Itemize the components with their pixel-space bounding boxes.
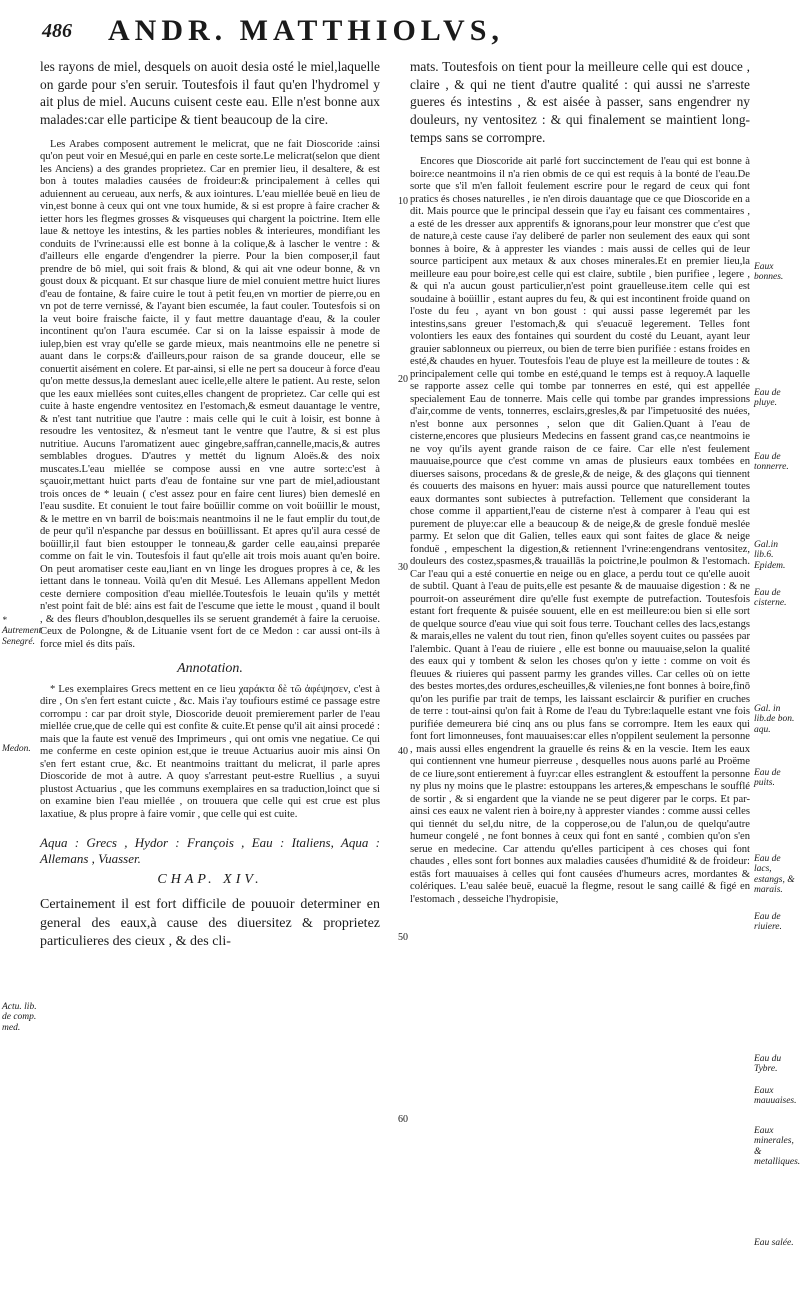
margin-note-medon: Medon. <box>2 744 31 754</box>
margin-note-eaux-mauuaises: Eaux mauuaises. <box>754 1086 797 1107</box>
aqua-names: Aqua : Grecs , Hydor : François , Eau : Italiens, Aqua : Allemans , Vuasser. <box>40 835 380 866</box>
commentary-paragraph: Encores que Dioscoride ait parlé fort succinctement de l'eau qui est bonne à boire:ce neantmoins il n'a rien obmis de ce qui est requis à la bonté de l'eau.De sorte que s'il m'en falloit feulement escrire pour le regard de ceux qui font pratics és choses naturelles , ie n'en dirois dauantage que ce que Dioscoride en a dit. Mais pource que le principal dessein que i'ay eu faisant ces commentaires , a esté de les dresser aux apprentifs & ignorans,pour leur monstrer que c'est que de nature,à ceste cause i'ay deliberé de parler non seulement des eaux qui sont bonnes à boire, & à apprester les viandes : mais aussi de celles qui de leur source participent aux metaux & aux choses minerales.Et en premier lieu,la meilleure eau pour boire,est celle qui est claire, subtile , bien purifiee , legere , & qui n'a aucun goust particulier,n'est point grauelleuse.item celle qui est soudaine à boüillir , estant aupres du feu, & qui est incontinent froide quand on l'oste du feu , ayant vn bon goust : qui aussi passe legeremét par les intestins,sans greuer l'estomach,& qui s'euacuë legerement. Telles font volontiers les eaux des fontaines qui sourdent du costé du Leuant, ayant leur grauier sablonneux ou pierreux, ou bien de terre bien purifiée : estans froides en esté,& chaudes en hyuer. Toutesfois l'eau de pluye est la meilleure de toutes : & principalement celle qui tombe en esté,quand le temps est à requoy.A laquelle se rapporte assez celle qui tombe par tonnerres en esté, qui est appellée specialement Eau de tonnerre. Mais celle qui tombe par grandes impressions d'air,comme de vents, tonnerres, esclairs,gresles,& par l'impetuosité des nuées, n'est bonne aux personnes , selon que dit Galien.Quant à l'eau de cisterne,encores que plusieurs Medecins en fassent grand cas,ce neantmoins ie ne voy qu'ils ayent grande raison de ce faire. Car elle n'est feulement mauuaise,pource que c'est comme vn amas de plusieurs eaux tombées en diuerses saisons, procedans & de gresle,& de neige, & des glaçons qui tiennent és couuerts des maisons en hyuer: mais aussi pource que naturellement toutes eaux dormantes sont subiectes à putrefaction. Tellement que considerant la chose comme il appartient,l'eau de cisterne n'est à comparer à l'eau qui est purement de pluye:car elle a beaucoup & de neige,& de gresle fonduë meslée parmy. Et selon que dit Galien, telles eaux qui sont faites de glace & neige fonduë , empeschent la digestion,& retiennent l'vrine:engendrans ventositez, douleurs des costez,spasmes,& trauaillās la poictrine,le poulmon & l'estomach. Car l'eau qui a esté conuertie en neige ou en glace, a perdu tout ce qu'elle auoit de subtil. Quant à l'eau de puits,elle est pesante & de mauuaise digestion : & ne pourroit-on asseurément dire qu'elle fust exempte de putrefaction. Toutesfois estant fort frequente & puisée souuent, elle en est meilleure:ou bien si elle sort de quelque source d'eau viue qui soit fous terre. Touchant celles des lacs,estangs & marais,elles ne valent du tout rien, finon qu'elles soyent cuites ou passées par l'alembic. Quant à l'eau de riuiere , elle est bonne ou mauuaise,selon la qualité des eaux qui y tombent & selon les choses qu'on y iette : comme on voit és fleuues & riuieres qui passent parmy les grandes villes. Car celles où on iette des bestes mortes,des ordures,escheuilles,& vilenies,ne font bonnes à boire,finō qu'on les purifie par trait de temps, les laissant esclaircir & purifier en cruches de terre : tout-ainsi qu'on fait à Rome de l'eau du Tybre:laquelle estant vne fois purifiée demeurera bié cinq ans ou plus fans se corrompre. Item les eaux qui font fort limonneuses, font mauuaises:car elles n'oppilent seulement la personne , mais aussi elles engendrent la grauelle és reins & en la vescie. Item les eaux qui contiennent vne humeur pierreuse , desquelles nous auons parlé au Proëme de ce liure,sont entierement à fuyr:car elles estranglent & estouffent la personne ny plus ny moins que le plastre: estouppans les arteres,& empeschans le soufflé de sortir , & si engardent que la viande ne se peut digerer par le corps. Et par-ainsi ces eaux ne valent rien à boire,ny à apprester viandes : comme aussi celles qui tiennét du sel,du nitre, de la copperose,ou de l'alun,ou de quelqu'autre humeur congelé , ne font bonnes à ceux qui font en santé , combien qu'on s'en serue en medecine. Car attendu qu'elles participent à ces choses qui font chaudes , elles sont fort bonnes aux maladies causées d'humidité & de froideur: estās fort mauuaises à celles qui font causées d'humeurs acres, mordantes & colériques. L'eau salée beuë, euacuë la flegme, resout le sang caillé & figé en l'estomach , desseiche l'hydropisie, <box>410 156 750 905</box>
margin-note-eaux-minerales: Eaux minerales, & metalliques. <box>754 1126 800 1168</box>
left-lead-paragraph: les rayons de miel, desquels on auoit desia osté le miel,laquelle on garde pour s'en seruir. Toutesfois il faut qu'en l'hydromel y ait plus de miel. Aucuns cuisent ceste eau. Elle n'est bonne aux malades:car elle participe & tient beaucoup de la cire. <box>40 59 380 128</box>
margin-note-gal-epidem: Gal.in lib.6. Epidem. <box>754 540 786 571</box>
line-number: 30 <box>398 562 408 573</box>
chapter-lead-paragraph: Certainement il est fort difficile de pouuoir determiner en general des eaux,à cause des diuersitez & proprietez particulieres des cieux , & des cli- <box>40 897 380 949</box>
right-column <box>410 58 750 910</box>
margin-note-eaux-bonnes: Eaux bonnes. <box>754 262 784 283</box>
running-head: ANDR. MATTHIOLVS, <box>108 14 504 47</box>
margin-note-gal-bon-aqu: Gal. in lib.de bon. aqu. <box>754 704 795 735</box>
margin-note-eau-tybre: Eau du Tybre. <box>754 1054 782 1075</box>
margin-note-eau-lacs: Eau de lacs, estangs, & marais. <box>754 854 795 896</box>
margin-note-actuarius: Actu. lib. de comp. med. <box>2 1002 37 1033</box>
line-number: 10 <box>398 196 408 207</box>
margin-note-eau-puits: Eau de puits. <box>754 768 781 789</box>
left-column <box>40 58 380 951</box>
margin-note-autrement: * Autrement Senegré. <box>2 616 42 647</box>
margin-note-eau-salee: Eau salée. <box>754 1238 794 1248</box>
annotation-title: Annotation. <box>177 661 243 677</box>
margin-note-eau-pluye: Eau de pluye. <box>754 388 781 409</box>
margin-note-eau-tonnerre: Eau de tonnerre. <box>754 452 789 473</box>
margin-note-eau-riuiere: Eau de riuiere. <box>754 912 782 933</box>
line-number: 40 <box>398 746 408 757</box>
page-number: 486 <box>42 20 72 42</box>
page-header <box>0 14 800 54</box>
line-number: 50 <box>398 932 408 943</box>
annotation-paragraph: * Les exemplaires Grecs mettent en ce lieu χαράκτα δὲ τῶ ἀφέψησεν, c'est à dire , On s'en fert estant cuicte , &c. Mais i'ay toufiours estimé ce passage estre corrompu : car par droit style, Dioscoride deuoit premierement parler de l'eau miellée crue,que de celle qui est confite & cuite.Et pense qu'il ait ainsi procedé : mais que la faute est venuë des Imprimeurs , qui ont omis vne negatiue. Ce qui me conferme en ceste opinion est,que ie treuue Actuarius auoir mis ainsi On s'en fert estant crue, &c. Et neantmoins traittant du melicrat, il parle apres Dioscoride de mot à autre. A quoy s'arrestant peut-estre Ruellius , a suyui plustost Actuarius , que les communs exemplaires en sa traduction,loinct que si on examine bien l'eau miellée , on trouuera que celle qui est crue est plus laxatiue, & plus propre à faire vomir , que celle qui est cuite. <box>40 683 380 820</box>
margin-note-eau-cisterne: Eau de cisterne. <box>754 588 787 609</box>
right-lead-paragraph: mats. Toutesfois on tient pour la meilleure celle qui est douce , claire , & qui ne tient d'autre qualité : qui aussi ne s'arreste gueres és intestins , & est aisée à passer, sans engendrer ny douleurs, ny ventositez : & qui finalement se maintient long-temps sans se corrompre. <box>410 59 750 145</box>
chapter-heading: CHAP. XIV. <box>157 871 263 887</box>
line-number: 60 <box>398 1114 408 1125</box>
line-number: 20 <box>398 374 408 385</box>
mesue-paragraph: Les Arabes composent autrement le melicrat, que ne fait Dioscoride :ainsi qu'on peut voir en Mesué,qui en parle en ceste sorte.Le melicrat(selon que dient les Anciens) a des grandes proprietez. Car en premier lieu, il desaltere, & est bon à toutes maladies causées de froideur:& principalement à celles qui aduiennent au cerueau, aux nerfs, & aux iointures. L'eau miellée beuë en lieu de vin,est bonne à ceux qui ont vne toux humide, & si est propre à faire cracher & ietter hors les flegmes grosses & visqueuses qui chargent la poictrine. Item elle laue & nettoye les intestins, & les parties nobles & interieures, mondifiant les conduits de l'vrine:aussi elle est bonne à la colique,& à lascher le ventre : & d'ailleurs elle engarde d'engendrer la pierre. Pour la bien composer,il faut prendre de bô miel, qui soit frais & blond, & qui ait vne odeur bonne, & vn goust doux & picquant. Et sur chasque liure de miel conuient mettre huict liures d'eau de fontaine, & faire cuire le tout à petit feu,en vn mortier de pierre,ou en vn pot de terre vernissé, & l'ayant bien escumée, la faut couler. Toutesfois si on la veut boire fraische faicte, il y faut mettre dauantage d'eau, & la couler incontinent qu'on l'aura escumée. Car si on la laisse espaissir à mode de iulep,bien est vray qu'elle se garde mieux, mais neantmoins elle ne penetre si auant dans le corps:& d'ailleurs,pour raison de sa grande douceur, elle se conuertit aisément en colere. Et par-ainsi, si elle ne pert sa douceur à force d'eau qu'on mette dessus,la demeslant auec icelle,elle altere le patient. Au reste, selon que les eaux miellées sont cuites,elles changent de proprietez. Car celle qui est cuite à haste engendre ventositez en l'estomach,& esmeut dauantage le ventre, & n'est tant nutritiue que l'autre : mais celle qui le cuit à loisir, est bonne à resoudre les ventositez, & n'esmeut tant le ventre que l'autre, & si est plus nutritiue. Aucuns l'aromatizent auec gingebre,saffran,cannelle,macis,& autres semblables drogues. D'autres y mettét du lignum Aloës.& des noix muscates.L'eau miellée se compose aussi en vne autre sorte:c'est à sçauoir,mettant huict parts d'eau de fontaine sur vne part de miel,adioustant trois onces de * leuain ( c'est assez pour en faire cent liures) bien demeslé en l'eau susdite. Et conuient le tout faire boüillir comme on voit boüillir le moust, & le mettre en vn barril de bois:mais neantmoins il ne le faut emplir du tout,de de peur qu'il n'espanche par dessus en boüillissant. Et apres qu'il aura cessé de boüillir,il faut bien estoupper le tonneau,& garder celle eau,ainsi preparée comme on fait le vin. Toutesfois il faut qu'elle ait trois mois auant qu'en boire. On peut aromatiser ceste eau,liant en vn linge les drogues propres à ce, & les iettant dans le tonneau. Voilà qu'en dit Mesué. Les Allemans appellent Medon ceste derniere composition d'eau miellée.Toutesfois le leuain qu'ils y mettét n'est point fait de blé: ains est fait de l'escume que iette le moust , quand il boult , & des fleurs d'houblon,desquelles ils se seruent grandemét à faire la ceruoise. Ceux de Polongne, & de Lituanie vsent fort de ce Medon : car aussi ont-ils à force miel és dits païs. <box>40 138 380 650</box>
